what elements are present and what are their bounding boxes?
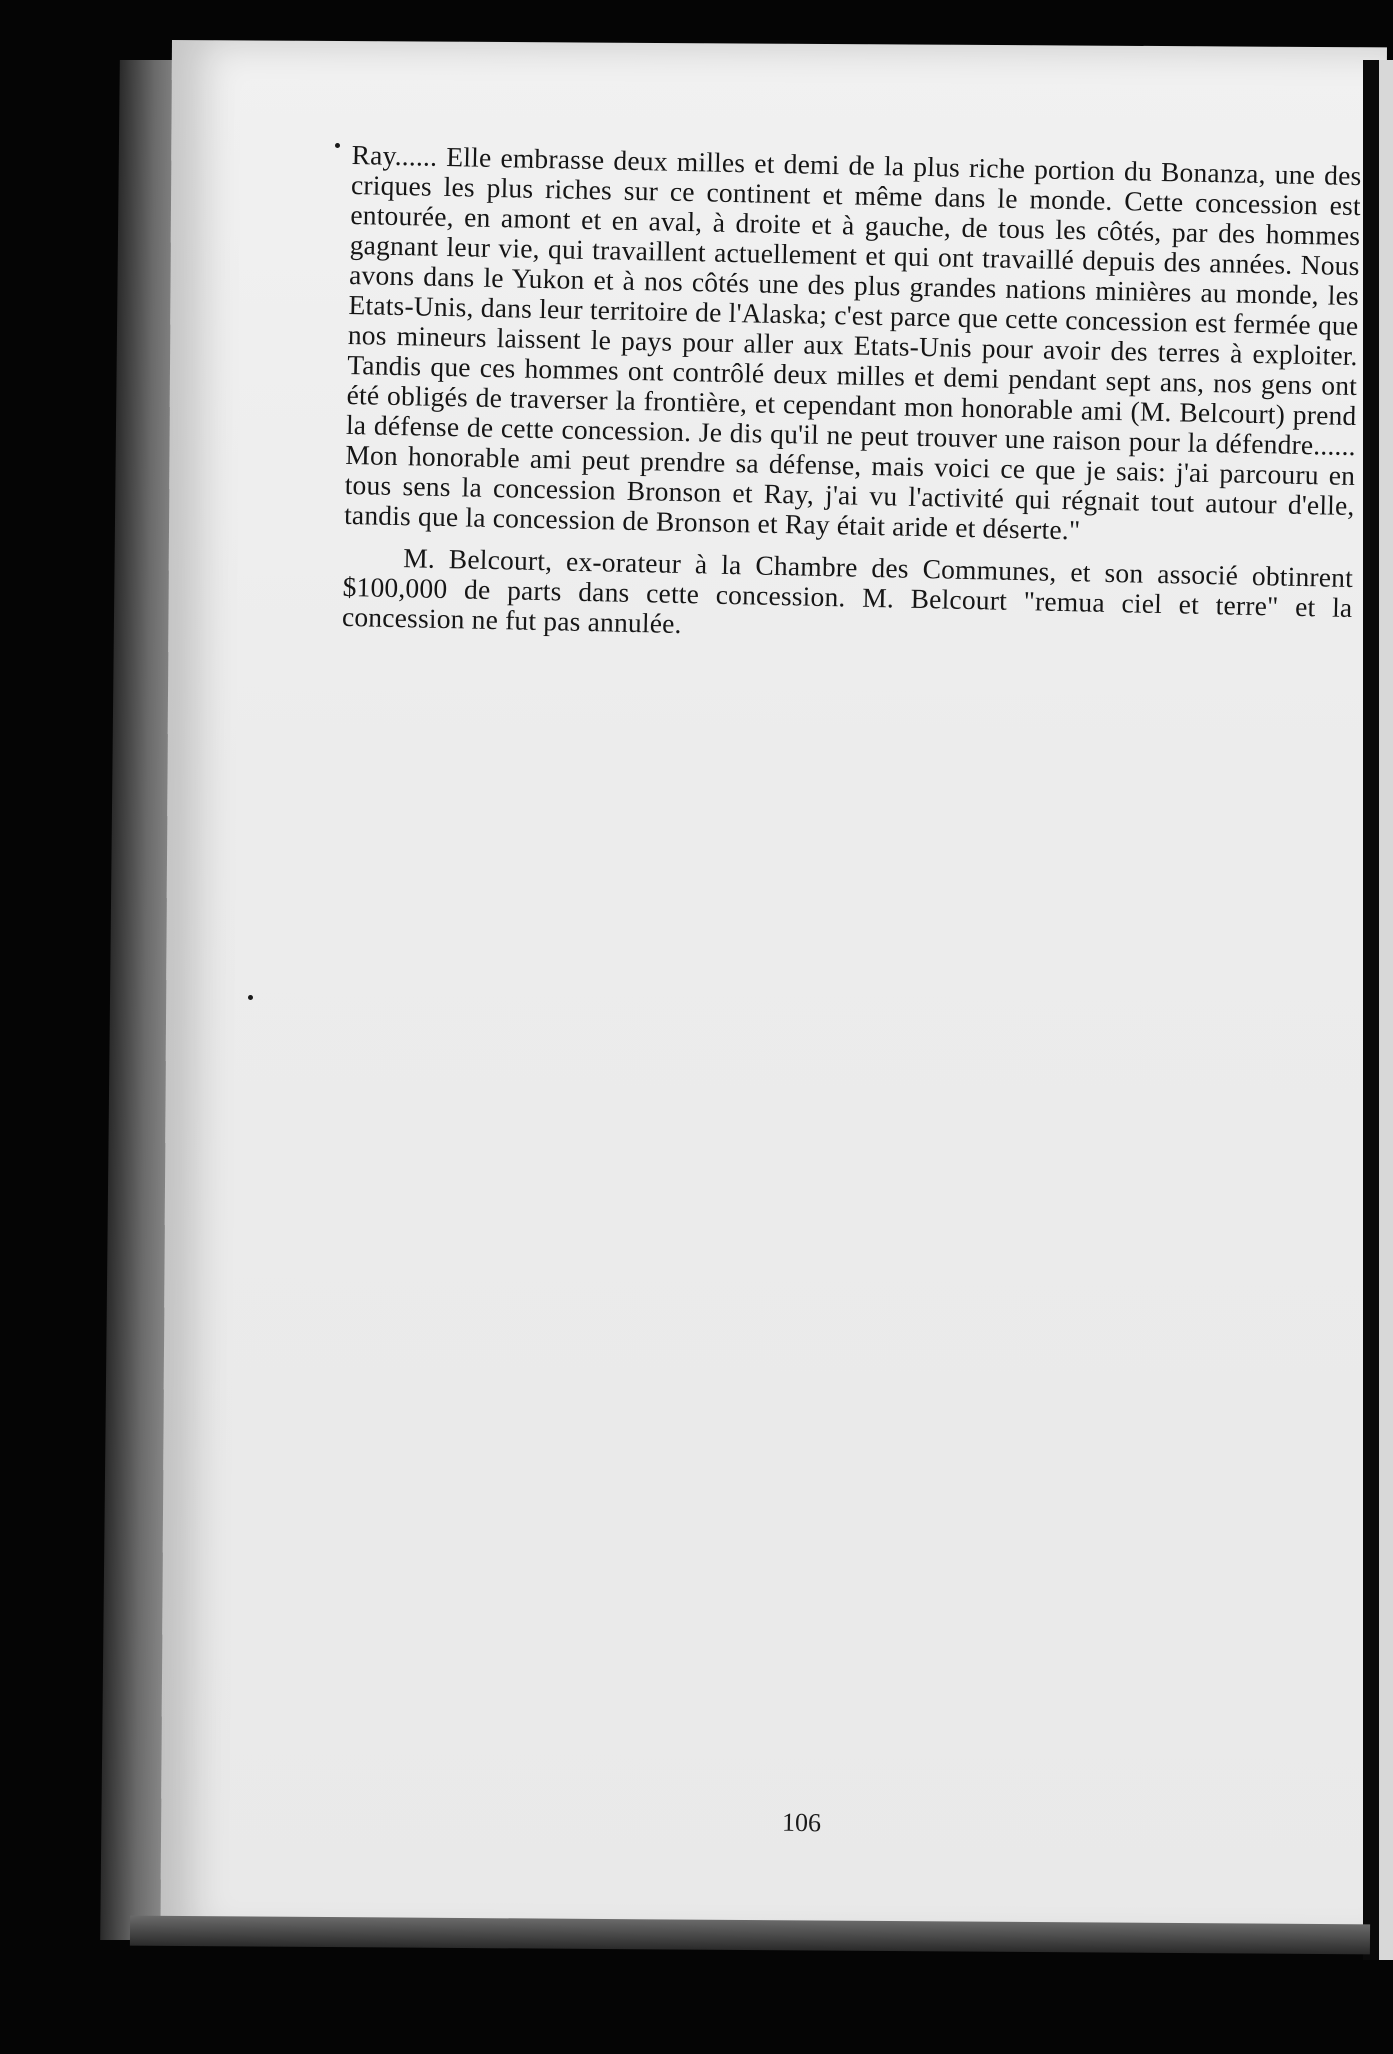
paragraph-quote-continuation: Ray...... Elle embrasse deux milles et demi de la plus riche portion du Bonanza, une des criques les plus riches sur ce continent et même dans le monde. Cette concession est entourée, en amont et en aval, à droite et à gauche, de tous les côtés, par des hommes gagnant leur vie, qui travaillent actuellement et qui ont travaillé depuis des années. Nous avons dans le Yukon et à nos côtés une des plus grandes nations minières au monde, les Etats-Unis, dans leur territoire de l'Alaska; c'est parce que cette concession est fermée que nos mineurs laissent le pays pour aller aux Etats-Unis pour avoir des terres à exploiter. Tandis que ces hommes ont contrôlé deux milles et demi pendant sept ans, nos gens ont été obligés de traverser la frontière, et cependant mon honorable ami (M. Belcourt) prend la défense de cette concession. Je dis qu'il ne peut trouver une raison pour la défendre...... Mon honorable ami peut prendre sa défense, mais voici ce que je sais: j'ai parcouru en tous sens la concession Bronson et Ray, j'ai vu l'activité qui régnait tout autour d'elle, tandis que la concession de Bronson et Ray était aride et déserte."	[343, 139, 1362, 546]
next-page-edge	[1379, 60, 1393, 1960]
paragraph-belcourt: M. Belcourt, ex-orateur à la Chambre des Communes, et son associé obtinrent $100,000 de parts dans cette concession. M. Belcourt "remua ciel et terre" et la concession ne fut pas annulée.	[341, 542, 1354, 640]
dust-speck	[335, 143, 340, 148]
page-number: 106	[781, 1807, 822, 1838]
body-text	[341, 140, 1361, 665]
dust-speck	[248, 995, 253, 1000]
